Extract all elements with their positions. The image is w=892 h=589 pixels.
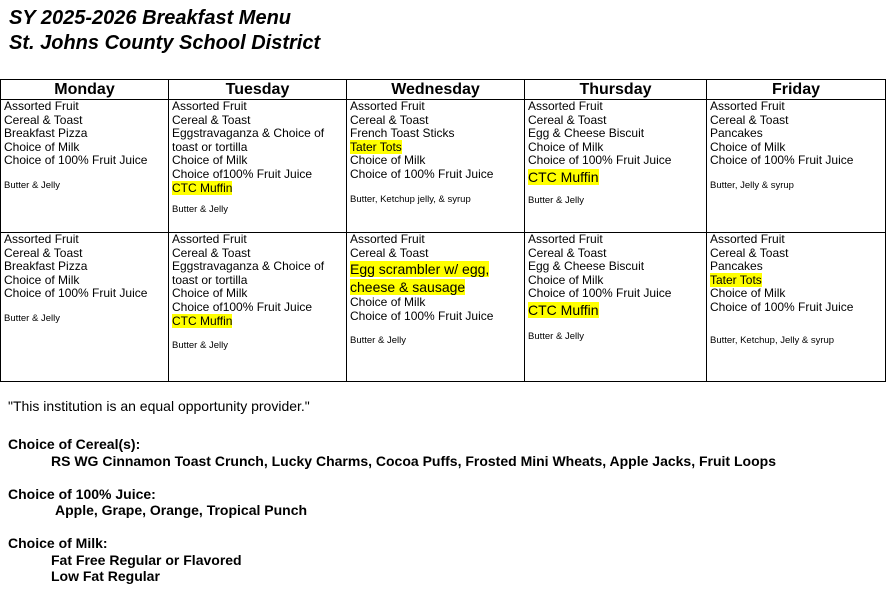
menu-item-text: Choice of Milk — [710, 139, 786, 154]
menu-item — [4, 114, 166, 128]
menu-item — [172, 114, 344, 128]
menu-item-text: Choice of 100% Fruit Juice — [4, 153, 148, 168]
menu-item-text: Choice of Milk — [710, 286, 786, 301]
menu-item-text: Cereal & Toast — [4, 245, 83, 260]
menu-item-text: Egg & Cheese Biscuit — [528, 126, 645, 141]
menu-item-text: Choice of Milk — [528, 272, 604, 287]
menu-cell-thursday — [525, 100, 707, 233]
menu-item-text: Cereal & Toast — [172, 245, 251, 260]
menu-item — [4, 287, 166, 301]
menu-item-text: Assorted Fruit — [350, 232, 425, 246]
menu-item — [172, 260, 344, 287]
menu-item-text: Pancakes — [710, 259, 763, 274]
menu-item — [710, 127, 883, 141]
menu-table — [0, 79, 886, 382]
menu-item — [172, 315, 344, 329]
day-header-tuesday: Tuesday — [169, 80, 347, 100]
menu-item — [528, 301, 704, 319]
menu-item — [710, 301, 883, 315]
menu-item-text: Choice of 100% Fruit Juice — [710, 153, 854, 168]
equal-opportunity-statement: "This institution is an equal opportunity provider." — [8, 398, 310, 414]
menu-item-text: Choice of 100% Fruit Juice — [528, 153, 672, 168]
menu-item-text: Cereal & Toast — [528, 245, 607, 260]
menu-item-text: Cereal & Toast — [528, 112, 607, 127]
condiments-note: Butter, Jelly & syrup — [710, 179, 794, 191]
menu-item-text: Assorted Fruit — [4, 232, 79, 246]
menu-item — [4, 233, 166, 247]
menu-item — [172, 182, 344, 196]
menu-item-text: Egg & Cheese Biscuit — [528, 259, 645, 274]
highlighted-item-text: CTC Muffin — [172, 313, 233, 328]
menu-item — [528, 114, 704, 128]
condiments-note: Butter & Jelly — [4, 312, 60, 324]
menu-item-text: Eggstravaganza & Choice of toast or tortilla — [172, 126, 325, 154]
menu-item — [350, 114, 522, 128]
menu-item-text: Choice of 100% Fruit Juice — [350, 308, 494, 323]
menu-item — [172, 233, 344, 247]
menu-item — [350, 233, 522, 247]
highlighted-item-text: CTC Muffin — [528, 301, 599, 318]
menu-item — [4, 154, 166, 168]
menu-item-text: Choice of Milk — [4, 272, 80, 287]
menu-item — [350, 127, 522, 141]
menu-cell-wednesday — [347, 233, 525, 382]
juice-heading: Choice of 100% Juice: — [8, 486, 156, 502]
highlighted-item-text: CTC Muffin — [172, 180, 233, 195]
menu-item — [4, 247, 166, 261]
menu-item-text: Pancakes — [710, 126, 763, 141]
menu-item-text: Assorted Fruit — [528, 232, 603, 246]
menu-item-text: Cereal & Toast — [350, 245, 429, 260]
menu-item — [710, 154, 883, 168]
menu-item — [528, 168, 704, 186]
menu-item — [4, 100, 166, 114]
menu-item — [350, 100, 522, 114]
menu-item — [172, 100, 344, 114]
condiments-note: Butter & Jelly — [528, 194, 584, 206]
menu-item — [710, 141, 883, 155]
highlighted-item-text: Tater Tots — [710, 272, 762, 287]
menu-item — [172, 301, 344, 315]
menu-item — [528, 141, 704, 155]
menu-item-text: Assorted Fruit — [710, 232, 785, 246]
menu-cell-friday — [707, 100, 886, 233]
condiments-note: Butter & Jelly — [528, 330, 584, 342]
menu-item-text: Assorted Fruit — [350, 99, 425, 113]
menu-item — [710, 260, 883, 274]
menu-item — [528, 154, 704, 168]
menu-item — [350, 310, 522, 324]
menu-item-text: French Toast Sticks — [350, 126, 455, 141]
menu-item — [350, 141, 522, 155]
cereal-heading: Choice of Cereal(s): — [8, 436, 141, 452]
menu-cell-monday — [1, 233, 169, 382]
menu-item — [710, 274, 883, 288]
milk-heading: Choice of Milk: — [8, 535, 108, 551]
condiments-note: Butter & Jelly — [350, 335, 406, 347]
highlighted-item-text: CTC Muffin — [528, 168, 599, 185]
menu-item-text: Cereal & Toast — [4, 112, 83, 127]
menu-item-text: Cereal & Toast — [710, 245, 789, 260]
menu-item — [350, 168, 522, 182]
menu-cell-thursday — [525, 233, 707, 382]
menu-item — [528, 127, 704, 141]
menu-item — [710, 233, 883, 247]
menu-item — [528, 247, 704, 261]
menu-item — [528, 287, 704, 301]
menu-item — [528, 260, 704, 274]
menu-item — [172, 127, 344, 154]
menu-item — [4, 141, 166, 155]
menu-item — [710, 247, 883, 261]
menu-item — [350, 247, 522, 261]
menu-item — [172, 154, 344, 168]
menu-item-text: Choice of 100% Fruit Juice — [4, 286, 148, 301]
day-header-monday: Monday — [1, 80, 169, 100]
menu-item-text: Assorted Fruit — [528, 99, 603, 113]
menu-item-text: Choice of Milk — [4, 139, 80, 154]
highlighted-item-text: Tater Tots — [350, 139, 402, 154]
menu-item — [528, 100, 704, 114]
menu-item-text: Assorted Fruit — [710, 99, 785, 113]
menu-item — [528, 233, 704, 247]
menu-item-text: Choice of Milk — [350, 295, 426, 310]
menu-item — [4, 260, 166, 274]
menu-cell-friday — [707, 233, 886, 382]
menu-item-text: Breakfast Pizza — [4, 259, 88, 274]
week-row — [1, 100, 886, 233]
district-name: St. Johns County School District — [9, 32, 321, 54]
condiments-note: Butter, Ketchup jelly, & syrup — [350, 193, 471, 205]
menu-item — [350, 154, 522, 168]
menu-item — [172, 168, 344, 182]
menu-item-text: Choice of100% Fruit Juice — [172, 299, 313, 314]
day-header-row — [1, 80, 886, 100]
menu-item — [710, 287, 883, 301]
week-row — [1, 233, 886, 382]
milk-option-2: Low Fat Regular — [51, 568, 160, 584]
milk-option-1: Fat Free Regular or Flavored — [51, 552, 242, 568]
menu-item-text: Choice of Milk — [350, 153, 426, 168]
menu-item-text: Choice of 100% Fruit Juice — [528, 286, 672, 301]
menu-item-text: Choice of 100% Fruit Juice — [350, 166, 494, 181]
highlighted-item-text: Egg scrambler w/ egg, cheese & sausage — [350, 261, 490, 296]
menu-cell-tuesday — [169, 100, 347, 233]
menu-item — [710, 114, 883, 128]
menu-item — [528, 274, 704, 288]
day-header-thursday: Thursday — [525, 80, 707, 100]
menu-item-text: Choice of Milk — [172, 286, 248, 301]
menu-cell-tuesday — [169, 233, 347, 382]
menu-title: SY 2025-2026 Breakfast Menu — [9, 7, 292, 29]
menu-item-text: Cereal & Toast — [350, 112, 429, 127]
condiments-note: Butter & Jelly — [4, 179, 60, 191]
menu-item — [350, 260, 522, 296]
menu-cell-wednesday — [347, 100, 525, 233]
menu-item — [350, 296, 522, 310]
menu-item-text: Assorted Fruit — [172, 99, 247, 113]
menu-item — [4, 127, 166, 141]
menu-item-text: Choice of 100% Fruit Juice — [710, 299, 854, 314]
day-header-wednesday: Wednesday — [347, 80, 525, 100]
menu-item-text: Choice of Milk — [172, 153, 248, 168]
menu-item — [172, 247, 344, 261]
juice-list: Apple, Grape, Orange, Tropical Punch — [55, 502, 308, 518]
menu-item-text: Cereal & Toast — [710, 112, 789, 127]
menu-item-text: Assorted Fruit — [4, 99, 79, 113]
condiments-note: Butter & Jelly — [172, 340, 228, 352]
day-header-friday: Friday — [707, 80, 886, 100]
menu-item-text: Choice of100% Fruit Juice — [172, 166, 313, 181]
menu-item-text: Cereal & Toast — [172, 112, 251, 127]
condiments-note: Butter, Ketchup, Jelly & syrup — [710, 334, 835, 346]
menu-item-text: Breakfast Pizza — [4, 126, 88, 141]
condiments-note: Butter & Jelly — [172, 204, 228, 216]
menu-cell-monday — [1, 100, 169, 233]
menu-item-text: Choice of Milk — [528, 139, 604, 154]
menu-item — [172, 287, 344, 301]
menu-item — [4, 274, 166, 288]
menu-item — [710, 100, 883, 114]
menu-item-text: Eggstravaganza & Choice of toast or tortilla — [172, 259, 325, 287]
cereal-list: RS WG Cinnamon Toast Crunch, Lucky Charms, Cocoa Puffs, Frosted Mini Wheats, Apple Jacks, Fruit Loops — [51, 453, 776, 469]
menu-item-text: Assorted Fruit — [172, 232, 247, 246]
